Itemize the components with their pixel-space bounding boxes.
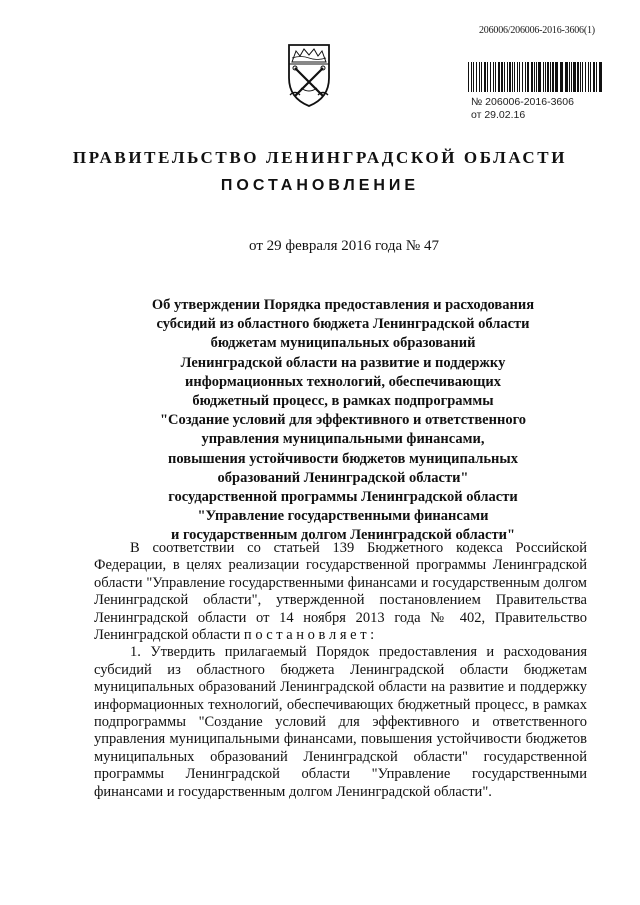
subject-line: повышения устойчивости бюджетов муниципальных — [168, 450, 518, 467]
document-reference-number: 206006/206006-2016-3606(1) — [479, 25, 595, 36]
subject-line: "Создание условий для эффективного и ответственного — [159, 412, 527, 429]
subject-line: и государственным долгом Ленинградской области" — [170, 527, 516, 544]
document-type-heading: ПОСТАНОВЛЕНИЕ — [220, 177, 420, 194]
item-1-paragraph — [94, 644, 587, 801]
subject-line: бюджетам муниципальных образований — [210, 335, 476, 352]
document-subject — [0, 296, 640, 546]
subject-line: Об утверждении Порядка предоставления и расходования — [151, 297, 535, 313]
subject-line: "Управление государственными финансами — [197, 508, 489, 525]
document-body — [94, 540, 587, 801]
registration-number: № 206006-2016-3606 — [471, 96, 574, 108]
preamble-text: В соответствии со статьей 139 Бюджетного кодекса Российской Федерации, в целях реализации государственной программы Ленинградской области "Управление государственными финансами и государственным долгом Ленинградской области", утвержденной постановлением Правительства Ленинградской области от 14 ноября 2013 года № 402, Правительство Ленинградской области п о с т а н о в л я е т : — [94, 540, 587, 644]
subject-line: управления муниципальными финансами, — [201, 431, 485, 448]
subject-line: субсидий из областного бюджета Ленинградской области — [156, 316, 530, 333]
subject-line: бюджетный процесс, в рамках подпрограммы — [192, 393, 494, 410]
subject-line: Ленинградской области на развитие и поддержку — [180, 354, 506, 371]
subject-line: государственной программы Ленинградской области — [168, 489, 518, 506]
subject-line: информационных технологий, обеспечивающих — [185, 373, 501, 390]
organization-title: ПРАВИТЕЛЬСТВО ЛЕНИНГРАДСКОЙ ОБЛАСТИ — [72, 148, 568, 167]
item-1-text: 1. Утвердить прилагаемый Порядок предоставления и расходования субсидий из областного бюджета Ленинградской области бюджетам муниципальных образований Ленинградской области на развитие и поддержку информационных технологий, обеспечивающих бюджетный процесс, в рамках подпрограммы "Создание условий для эффективного и ответственного управления муниципальными финансами, повышения устойчивости бюджетов муниципальных образований Ленинградской области" государственной программы Ленинградской области "Управление государственными финансами и государственным долгом Ленинградской области". — [94, 644, 587, 800]
leningrad-oblast-coat-of-arms-icon — [286, 42, 332, 108]
document-date-line: от 29 февраля 2016 года № 47 — [249, 238, 439, 254]
subject-line: образований Ленинградской области" — [217, 469, 469, 486]
registration-date: от 29.02.16 — [471, 109, 526, 121]
preamble-paragraph — [94, 540, 587, 644]
barcode-icon — [466, 62, 603, 92]
